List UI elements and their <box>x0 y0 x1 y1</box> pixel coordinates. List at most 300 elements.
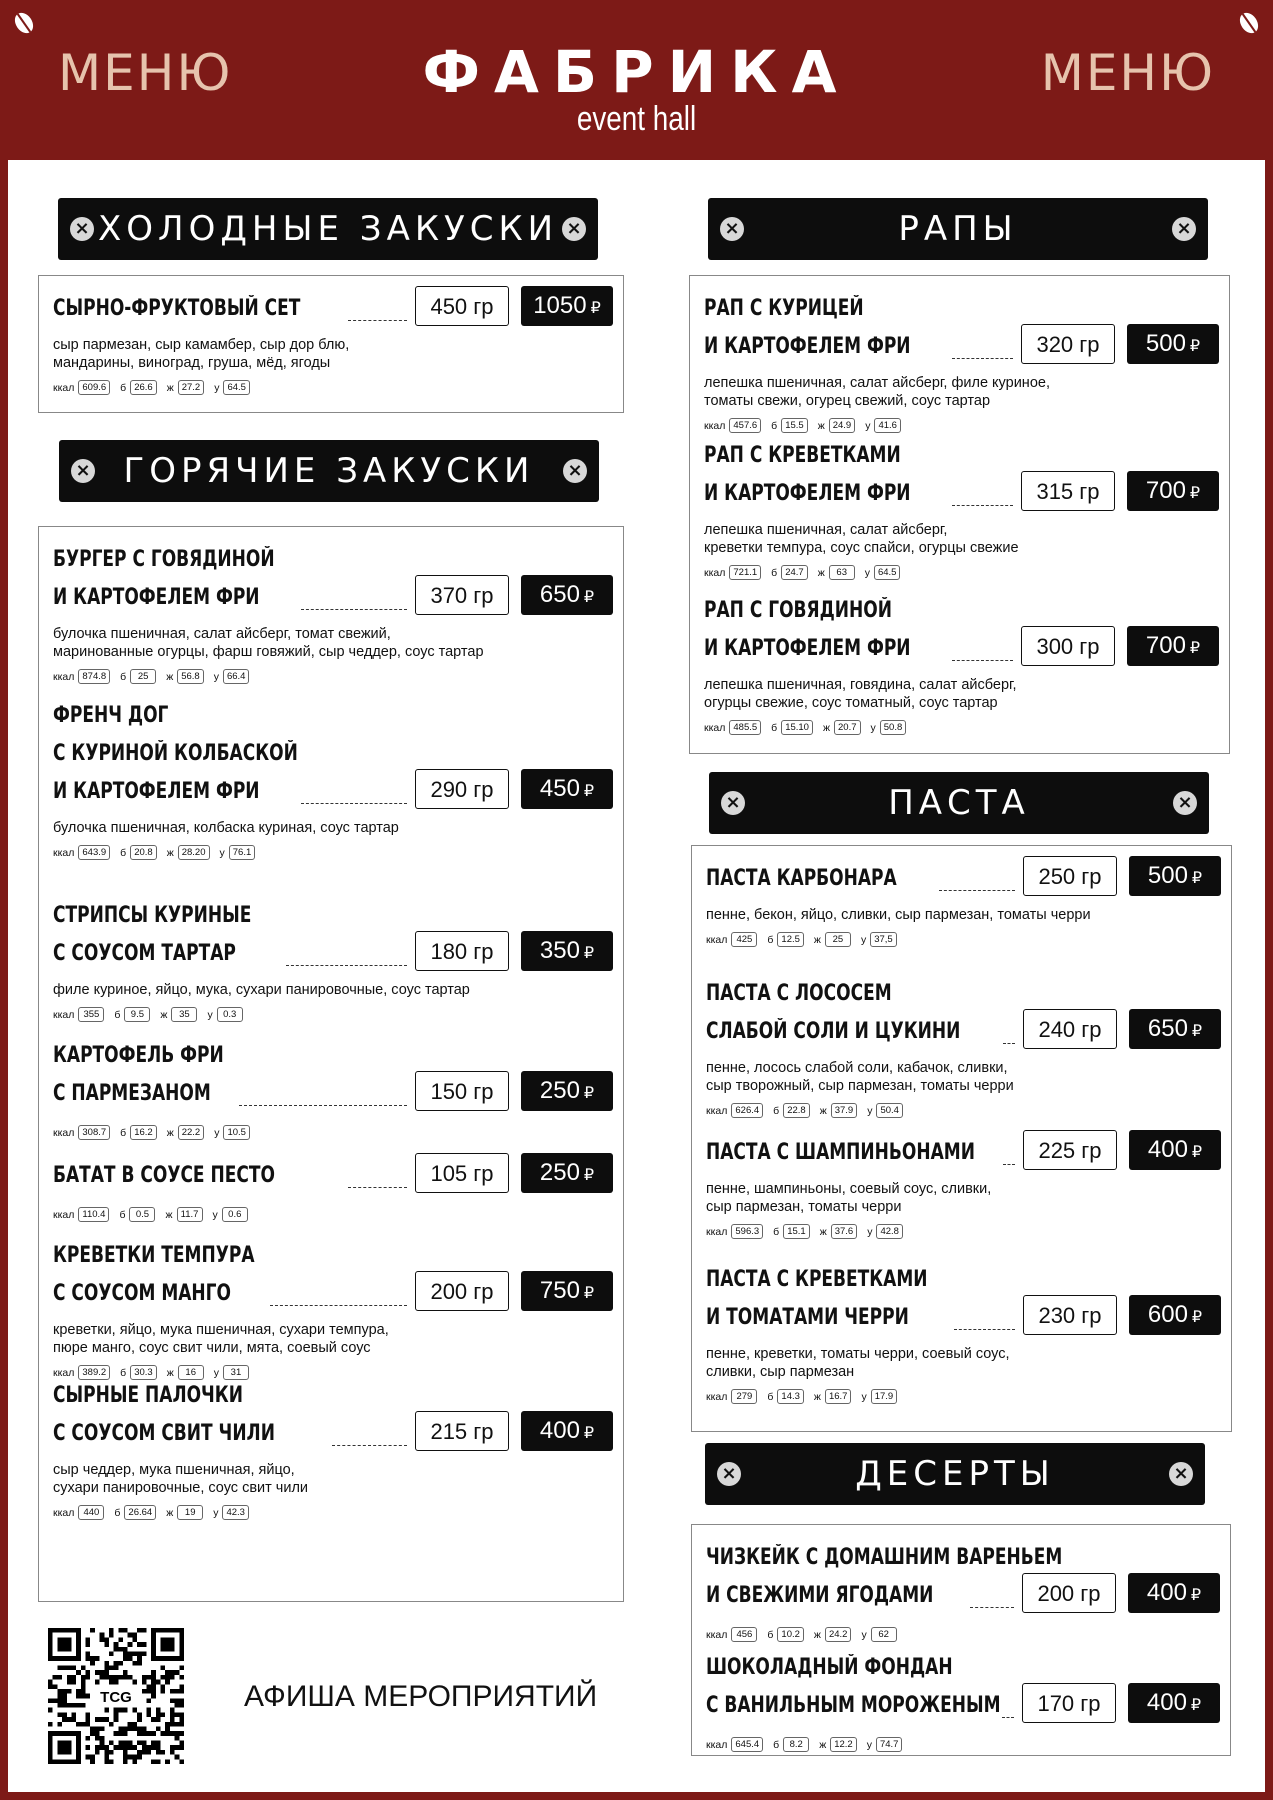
nutrition-label-kcal: ккал <box>53 1506 75 1519</box>
item-weight: 370 гр <box>415 575 509 615</box>
item-description: сливки, сыр пармезан <box>706 1364 855 1380</box>
nutrition-value-fat: 25 <box>825 932 851 947</box>
nutrition-value-kcal: 721.1 <box>729 565 761 580</box>
item-description: пенне, шампиньоны, соевый соус, сливки, <box>706 1181 992 1197</box>
item-weight: 200 гр <box>1022 1573 1116 1613</box>
nutrition-value-kcal: 609.6 <box>78 380 110 395</box>
item-price <box>521 575 613 615</box>
nutrition-row <box>706 1224 913 1239</box>
ruble-icon: ₽ <box>583 945 595 962</box>
nutrition-label-kcal: ккал <box>53 1208 75 1221</box>
item-weight: 225 гр <box>1023 1130 1117 1170</box>
nutrition-label-fat: ж <box>160 1008 168 1021</box>
item-weight: 180 гр <box>415 931 509 971</box>
nutrition-row <box>706 1103 913 1118</box>
nutrition-value-fat: 19 <box>177 1505 203 1520</box>
item-name-line: И КАРТОФЕЛЕМ ФРИ <box>53 779 260 804</box>
item-description: лепешка пшеничная, говядина, салат айсберг, <box>704 677 1017 693</box>
section-box-hot <box>38 526 624 1602</box>
section-box-wraps <box>689 275 1230 754</box>
nutrition-value-fat: 24.9 <box>829 418 856 433</box>
nutrition-label-fat: ж <box>817 419 825 432</box>
nutrition-row <box>704 418 911 433</box>
ruble-icon: ₽ <box>583 589 595 606</box>
section-box-pasta <box>691 845 1232 1432</box>
item-name-line: СЫРНЫЕ ПАЛОЧКИ <box>53 1383 243 1408</box>
nutrition-label-kcal: ккал <box>53 846 75 859</box>
item-price <box>1129 1009 1221 1049</box>
events-label[interactable]: АФИША МЕРОПРИЯТИЙ <box>244 1680 598 1713</box>
item-description: лепешка пшеничная, салат айсберг, филе куриное, <box>704 375 1050 391</box>
nutrition-value-carbs: 42.8 <box>876 1224 903 1239</box>
close-icon: × <box>563 459 587 483</box>
price-value: 250 <box>539 1077 580 1104</box>
nutrition-value-fat: 12.2 <box>830 1737 857 1752</box>
item-name-line: РАП С ГОВЯДИНОЙ <box>704 598 892 623</box>
nutrition-value-protein: 26.64 <box>124 1505 156 1520</box>
item-name-line: ПАСТА С ЛОСОСЕМ <box>706 981 892 1006</box>
item-name-line: С СОУСОМ ТАРТАР <box>53 941 236 966</box>
ruble-icon: ₽ <box>583 1085 595 1102</box>
nutrition-row <box>706 932 907 947</box>
nutrition-label-protein: б <box>767 933 774 946</box>
qr-code[interactable] <box>48 1628 184 1764</box>
item-name-line: И КАРТОФЕЛЕМ ФРИ <box>53 585 260 610</box>
nutrition-value-fat: 27.2 <box>178 380 205 395</box>
item-description: креветки темпура, соус спайси, огурцы свежие <box>704 540 1019 556</box>
nutrition-value-fat: 11.7 <box>177 1207 203 1222</box>
nutrition-value-protein: 15.1 <box>783 1224 810 1239</box>
nutrition-label-fat: ж <box>819 1225 827 1238</box>
section-title: РАПЫ <box>898 209 1018 249</box>
nutrition-row <box>53 845 265 860</box>
item-description: сыр чеддер, мука пшеничная, яйцо, <box>53 1462 295 1478</box>
item-name-line: С СОУСОМ СВИТ ЧИЛИ <box>53 1421 275 1446</box>
nutrition-value-carbs: 50.4 <box>876 1103 903 1118</box>
nutrition-label-kcal: ккал <box>706 1390 728 1403</box>
item-name-line: И КАРТОФЕЛЕМ ФРИ <box>704 481 911 506</box>
nutrition-value-protein: 12.5 <box>777 932 804 947</box>
nutrition-value-protein: 10.2 <box>777 1627 804 1642</box>
item-description: булочка пшеничная, салат айсберг, томат свежий, <box>53 626 391 642</box>
nutrition-value-kcal: 308.7 <box>78 1125 110 1140</box>
item-description: пенне, бекон, яйцо, сливки, сыр пармезан, томаты черри <box>706 907 1091 923</box>
item-description: пенне, лосось слабой соли, кабачок, сливки, <box>706 1060 1008 1076</box>
price-value: 750 <box>539 1277 580 1304</box>
leader-dots <box>270 1305 407 1306</box>
nutrition-label-kcal: ккал <box>53 670 75 683</box>
nutrition-value-fat: 20.7 <box>834 720 861 735</box>
nutrition-value-fat: 56.8 <box>177 669 204 684</box>
item-description: маринованные огурцы, фарш говяжий, сыр чеддер, соус тартар <box>53 644 484 660</box>
item-description: сыр пармезан, сыр камамбер, сыр дор блю, <box>53 337 350 353</box>
nutrition-value-fat: 37.9 <box>831 1103 858 1118</box>
nutrition-label-kcal: ккал <box>53 1126 75 1139</box>
leader-dots <box>1002 1717 1014 1718</box>
nutrition-value-fat: 16 <box>178 1365 204 1380</box>
nutrition-label-protein: б <box>771 566 778 579</box>
nutrition-value-carbs: 76.1 <box>229 845 256 860</box>
nutrition-label-kcal: ккал <box>53 1008 75 1021</box>
item-weight: 250 гр <box>1023 856 1117 896</box>
price-value: 400 <box>539 1417 580 1444</box>
item-description: филе куриное, яйцо, мука, сухари панировочные, соус тартар <box>53 982 470 998</box>
nutrition-value-kcal: 110.4 <box>78 1207 109 1222</box>
nutrition-label-protein: б <box>767 1628 774 1641</box>
nutrition-value-carbs: 37,5 <box>870 932 897 947</box>
price-value: 350 <box>539 937 580 964</box>
nutrition-label-carbs: у <box>207 1008 213 1021</box>
item-price <box>1129 856 1221 896</box>
item-name-line: ПАСТА С ШАМПИНЬОНАМИ <box>706 1140 975 1165</box>
price-value: 700 <box>1145 477 1186 504</box>
nutrition-value-carbs: 0.6 <box>222 1207 248 1222</box>
item-name-line: С СОУСОМ МАНГО <box>53 1281 232 1306</box>
section-header-cold <box>58 198 598 260</box>
item-price <box>1127 471 1219 511</box>
nutrition-value-kcal: 643.9 <box>78 845 110 860</box>
nutrition-value-fat: 35 <box>171 1007 197 1022</box>
item-name-line: СЛАБОЙ СОЛИ И ЦУКИНИ <box>706 1019 961 1044</box>
nutrition-label-carbs: у <box>860 933 867 946</box>
nutrition-label-carbs: у <box>866 1738 872 1751</box>
leader-dots <box>954 1329 1015 1330</box>
item-description: огурцы свежие, соус томатный, соус тартар <box>704 695 998 711</box>
nutrition-label-protein: б <box>773 1738 780 1751</box>
item-weight: 215 гр <box>415 1411 509 1451</box>
nutrition-value-kcal: 440 <box>78 1505 104 1520</box>
nutrition-value-fat: 63 <box>829 565 855 580</box>
nutrition-label-fat: ж <box>813 1390 821 1403</box>
nutrition-label-fat: ж <box>166 1366 174 1379</box>
nutrition-row <box>706 1389 907 1404</box>
item-description: креветки, яйцо, мука пшеничная, сухари темпура, <box>53 1322 389 1338</box>
nutrition-label-fat: ж <box>166 846 174 859</box>
nutrition-value-carbs: 31 <box>223 1365 249 1380</box>
nutrition-row <box>53 1125 260 1140</box>
price-value: 650 <box>1147 1015 1188 1042</box>
coffee-bean-icon <box>11 9 37 36</box>
item-name-line: ПАСТА КАРБОНАРА <box>706 866 897 891</box>
nutrition-value-carbs: 0.3 <box>217 1007 243 1022</box>
item-name-line: БАТАТ В СОУСЕ ПЕСТО <box>53 1163 275 1188</box>
nutrition-label-kcal: ккал <box>53 381 75 394</box>
item-weight: 315 гр <box>1021 471 1115 511</box>
menu-label-right: МЕНЮ <box>1040 44 1215 102</box>
nutrition-value-kcal: 279 <box>731 1389 757 1404</box>
nutrition-label-protein: б <box>114 1008 121 1021</box>
nutrition-value-carbs: 50.8 <box>880 720 907 735</box>
nutrition-row <box>53 1207 258 1222</box>
leader-dots <box>939 890 1016 891</box>
item-name-line: И КАРТОФЕЛЕМ ФРИ <box>704 636 911 661</box>
item-description: пюре манго, соус свит чили, мята, соевый соус <box>53 1340 371 1356</box>
leader-dots <box>286 965 408 966</box>
ruble-icon: ₽ <box>1190 1697 1202 1714</box>
nutrition-value-fat: 28.20 <box>178 845 210 860</box>
price-value: 400 <box>1147 1136 1188 1163</box>
nutrition-label-carbs: у <box>214 381 220 394</box>
price-value: 450 <box>539 775 580 802</box>
nutrition-value-fat: 37.6 <box>831 1224 858 1239</box>
price-value: 700 <box>1145 632 1186 659</box>
section-title: ГОРЯЧИЕ ЗАКУСКИ <box>123 451 535 491</box>
nutrition-value-protein: 20.8 <box>130 845 157 860</box>
item-name-line: С КУРИНОЙ КОЛБАСКОЙ <box>53 741 298 766</box>
nutrition-value-kcal: 874.8 <box>78 669 110 684</box>
price-value: 500 <box>1147 862 1188 889</box>
nutrition-label-protein: б <box>767 1390 774 1403</box>
nutrition-label-protein: б <box>771 419 778 432</box>
item-price <box>1127 324 1219 364</box>
item-weight: 230 гр <box>1023 1295 1117 1335</box>
nutrition-value-protein: 24.7 <box>781 565 808 580</box>
nutrition-label-fat: ж <box>166 1126 174 1139</box>
item-description: сухари панировочные, соус свит чили <box>53 1480 309 1496</box>
nutrition-label-protein: б <box>773 1225 780 1238</box>
close-icon: × <box>717 1462 741 1486</box>
close-icon: × <box>562 217 586 241</box>
price-value: 650 <box>539 581 580 608</box>
qr-label: TCG <box>100 1689 132 1707</box>
nutrition-label-kcal: ккал <box>704 721 726 734</box>
ruble-icon: ₽ <box>590 300 601 317</box>
item-price <box>1129 1130 1221 1170</box>
header <box>0 0 1273 160</box>
item-weight: 200 гр <box>415 1271 509 1311</box>
nutrition-label-protein: б <box>120 846 127 859</box>
nutrition-label-carbs: у <box>213 1506 219 1519</box>
item-weight: 300 гр <box>1021 626 1115 666</box>
close-icon: × <box>1173 791 1197 815</box>
leader-dots <box>301 803 407 804</box>
leader-dots <box>952 660 1013 661</box>
item-description: томаты свежи, огурец свежий, соус тартар <box>704 393 991 409</box>
logo-subtitle: event hall <box>576 100 697 138</box>
item-description: пенне, креветки, томаты черри, соевый соус, <box>706 1346 1010 1362</box>
section-title: ХОЛОДНЫЕ ЗАКУСКИ <box>97 209 559 249</box>
ruble-icon: ₽ <box>1190 1587 1202 1604</box>
price-value: 400 <box>1146 1689 1187 1716</box>
nutrition-value-carbs: 17.9 <box>871 1389 898 1404</box>
nutrition-label-fat: ж <box>819 1104 827 1117</box>
close-icon: × <box>721 791 745 815</box>
nutrition-label-carbs: у <box>867 1225 873 1238</box>
nutrition-label-carbs: у <box>870 721 876 734</box>
ruble-icon: ₽ <box>583 783 595 800</box>
item-description: сыр пармезан, томаты черри <box>706 1199 902 1215</box>
nutrition-value-fat: 16.7 <box>825 1389 852 1404</box>
nutrition-value-protein: 16.2 <box>130 1125 157 1140</box>
leader-dots <box>348 1187 408 1188</box>
nutrition-value-protein: 15.5 <box>781 418 808 433</box>
item-weight: 320 гр <box>1021 324 1115 364</box>
nutrition-value-carbs: 64.5 <box>223 380 250 395</box>
price-value: 1050 <box>533 292 587 319</box>
leader-dots <box>952 505 1013 506</box>
nutrition-row <box>706 1627 907 1642</box>
item-description: булочка пшеничная, колбаска куриная, соус тартар <box>53 820 399 836</box>
nutrition-label-carbs: у <box>864 566 870 579</box>
nutrition-value-protein: 15.10 <box>781 720 813 735</box>
leader-dots <box>239 1105 407 1106</box>
nutrition-row <box>706 1737 912 1752</box>
nutrition-row <box>53 669 259 684</box>
nutrition-value-kcal: 596.3 <box>731 1224 763 1239</box>
nutrition-label-kcal: ккал <box>704 566 726 579</box>
item-name-line: КРЕВЕТКИ ТЕМПУРА <box>53 1243 255 1268</box>
item-weight: 240 гр <box>1023 1009 1117 1049</box>
section-header-pasta <box>709 772 1209 834</box>
nutrition-label-protein: б <box>120 1126 127 1139</box>
item-name-line: С ВАНИЛЬНЫМ МОРОЖЕНЫМ <box>706 1693 1001 1718</box>
nutrition-row <box>53 380 260 395</box>
nutrition-label-protein: б <box>771 721 778 734</box>
nutrition-value-protein: 25 <box>130 669 156 684</box>
section-header-wraps <box>708 198 1208 260</box>
leader-dots <box>1003 1164 1015 1165</box>
nutrition-label-kcal: ккал <box>706 1628 728 1641</box>
leader-dots <box>970 1607 1015 1608</box>
nutrition-value-carbs: 66.4 <box>223 669 250 684</box>
price-value: 400 <box>1146 1579 1187 1606</box>
item-name-line: СЫРНО-ФРУКТОВЫЙ СЕТ <box>53 296 301 321</box>
nutrition-label-fat: ж <box>817 566 825 579</box>
leader-dots <box>952 358 1013 359</box>
price-value: 250 <box>539 1159 580 1186</box>
price-value: 500 <box>1145 330 1186 357</box>
item-price <box>1127 626 1219 666</box>
nutrition-label-kcal: ккал <box>706 1225 728 1238</box>
ruble-icon: ₽ <box>1189 485 1201 502</box>
item-price <box>1128 1573 1220 1613</box>
nutrition-label-fat: ж <box>166 381 174 394</box>
nutrition-label-carbs: у <box>861 1390 867 1403</box>
item-name-line: И СВЕЖИМИ ЯГОДАМИ <box>706 1583 934 1608</box>
nutrition-row <box>53 1505 259 1520</box>
nutrition-label-carbs: у <box>214 1126 220 1139</box>
nutrition-row <box>704 720 916 735</box>
item-price <box>521 931 613 971</box>
item-price <box>521 1071 613 1111</box>
ruble-icon: ₽ <box>1191 870 1203 887</box>
close-icon: × <box>71 459 95 483</box>
item-description: лепешка пшеничная, салат айсберг, <box>704 522 948 538</box>
price-value: 600 <box>1147 1301 1188 1328</box>
item-name-line: И КАРТОФЕЛЕМ ФРИ <box>704 334 911 359</box>
nutrition-label-kcal: ккал <box>706 1738 728 1751</box>
nutrition-value-protein: 14.3 <box>777 1389 804 1404</box>
section-header-desserts <box>705 1443 1205 1505</box>
ruble-icon: ₽ <box>1191 1023 1203 1040</box>
nutrition-value-kcal: 355 <box>78 1007 104 1022</box>
nutrition-value-carbs: 41.6 <box>874 418 901 433</box>
nutrition-label-kcal: ккал <box>706 933 728 946</box>
nutrition-value-kcal: 389.2 <box>78 1365 110 1380</box>
ruble-icon: ₽ <box>583 1167 595 1184</box>
nutrition-label-protein: б <box>120 1366 127 1379</box>
nutrition-label-protein: б <box>120 670 127 683</box>
item-description: сыр творожный, сыр пармезан, томаты черри <box>706 1078 1014 1094</box>
item-name-line: РАП С КРЕВЕТКАМИ <box>704 443 901 468</box>
nutrition-label-carbs: у <box>861 1628 867 1641</box>
item-name-line: ЧИЗКЕЙК С ДОМАШНИМ ВАРЕНЬЕМ <box>706 1545 1063 1570</box>
item-name-line: КАРТОФЕЛЬ ФРИ <box>53 1043 224 1068</box>
nutrition-value-protein: 26.6 <box>130 380 157 395</box>
item-weight: 150 гр <box>415 1071 509 1111</box>
nutrition-value-carbs: 62 <box>871 1627 897 1642</box>
nutrition-value-protein: 0.5 <box>129 1207 155 1222</box>
ruble-icon: ₽ <box>1189 338 1201 355</box>
ruble-icon: ₽ <box>583 1285 595 1302</box>
nutrition-value-kcal: 645.4 <box>731 1737 763 1752</box>
leader-dots <box>1003 1043 1015 1044</box>
nutrition-value-fat: 24.2 <box>825 1627 852 1642</box>
nutrition-label-kcal: ккал <box>704 419 726 432</box>
item-name-line: И ТОМАТАМИ ЧЕРРИ <box>706 1305 909 1330</box>
nutrition-value-protein: 8.2 <box>783 1737 809 1752</box>
nutrition-value-carbs: 64.5 <box>874 565 901 580</box>
nutrition-value-kcal: 456 <box>731 1627 757 1642</box>
nutrition-label-protein: б <box>114 1506 121 1519</box>
item-price <box>1128 1683 1220 1723</box>
nutrition-value-carbs: 10.5 <box>223 1125 250 1140</box>
close-icon: × <box>720 217 744 241</box>
item-weight: 105 гр <box>415 1153 509 1193</box>
nutrition-label-carbs: у <box>213 670 219 683</box>
coffee-bean-icon <box>1236 9 1262 36</box>
nutrition-label-carbs: у <box>867 1104 873 1117</box>
nutrition-label-fat: ж <box>166 1506 174 1519</box>
nutrition-label-fat: ж <box>813 933 821 946</box>
nutrition-label-protein: б <box>120 381 127 394</box>
item-name-line: ШОКОЛАДНЫЙ ФОНДАН <box>706 1655 953 1680</box>
section-title: ПАСТА <box>888 783 1030 823</box>
item-description: мандарины, виноград, груша, мёд, ягоды <box>53 355 331 371</box>
menu-label-left: МЕНЮ <box>58 44 233 102</box>
nutrition-value-kcal: 425 <box>731 932 757 947</box>
nutrition-value-protein: 22.8 <box>783 1103 810 1118</box>
nutrition-label-kcal: ккал <box>706 1104 728 1117</box>
nutrition-label-carbs: у <box>212 1208 218 1221</box>
nutrition-label-kcal: ккал <box>53 1366 75 1379</box>
nutrition-label-carbs: у <box>213 1366 219 1379</box>
section-title: ДЕСЕРТЫ <box>855 1454 1055 1494</box>
nutrition-label-fat: ж <box>813 1628 821 1641</box>
item-name-line: С ПАРМЕЗАНОМ <box>53 1081 211 1106</box>
nutrition-label-protein: б <box>119 1208 126 1221</box>
nutrition-value-kcal: 485.5 <box>729 720 761 735</box>
leader-dots <box>348 320 408 321</box>
nutrition-value-kcal: 626.4 <box>731 1103 763 1118</box>
nutrition-label-fat: ж <box>166 670 174 683</box>
item-weight: 450 гр <box>415 286 509 326</box>
item-price <box>521 1153 613 1193</box>
item-name-line: БУРГЕР С ГОВЯДИНОЙ <box>53 547 275 572</box>
item-name-line: ПАСТА С КРЕВЕТКАМИ <box>706 1267 928 1292</box>
item-price <box>521 1271 613 1311</box>
ruble-icon: ₽ <box>583 1425 595 1442</box>
item-name-line: ФРЕНЧ ДОГ <box>53 703 169 728</box>
nutrition-label-carbs: у <box>865 419 871 432</box>
item-name-line: СТРИПСЫ КУРИНЫЕ <box>53 903 252 928</box>
nutrition-label-fat: ж <box>822 721 830 734</box>
leader-dots <box>332 1445 407 1446</box>
nutrition-label-carbs: у <box>219 846 225 859</box>
item-price <box>521 769 613 809</box>
nutrition-value-kcal: 457.6 <box>729 418 761 433</box>
item-weight: 170 гр <box>1022 1683 1116 1723</box>
